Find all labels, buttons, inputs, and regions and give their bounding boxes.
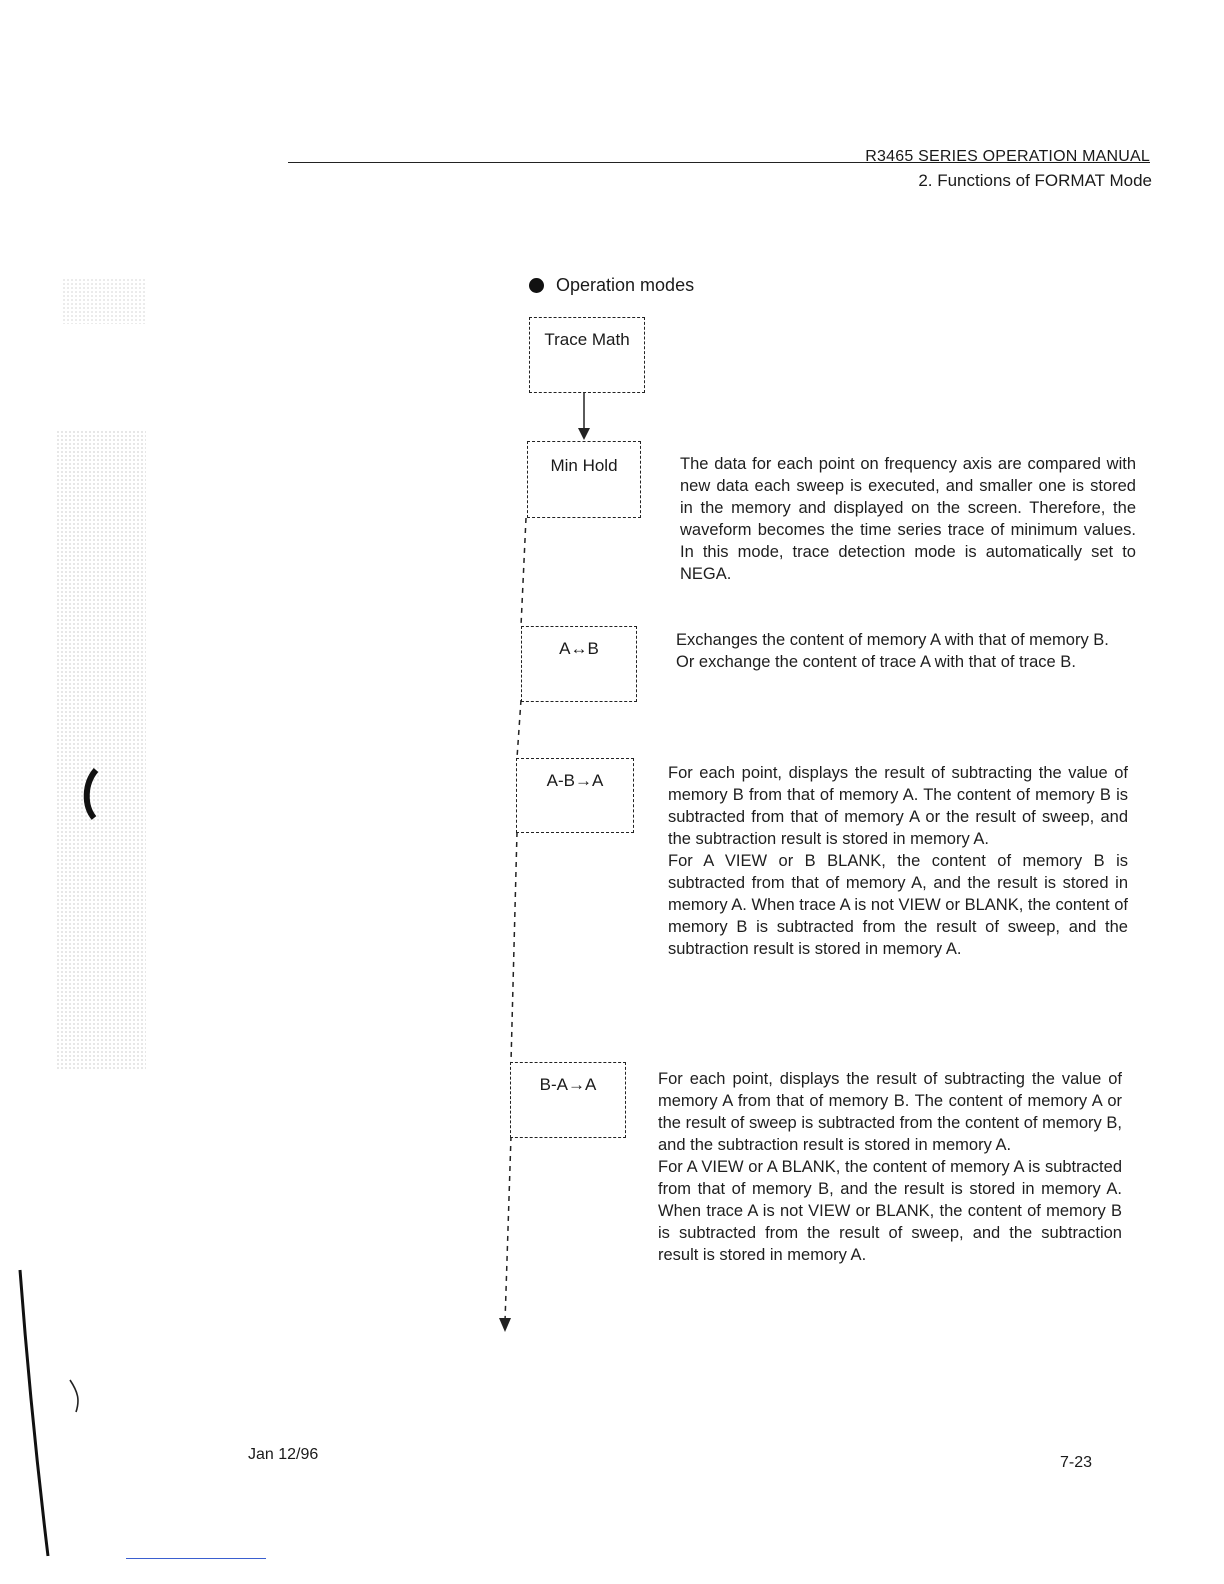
mode-box-a-minus-b	[516, 758, 634, 833]
description-paragraph: Or exchange the content of trace A with that of trace B.	[676, 653, 1076, 671]
mode-label: A-B→A	[546, 771, 604, 790]
description-a-minus-b	[668, 762, 1128, 960]
scan-punch-mark	[87, 770, 96, 818]
description-paragraph: Exchanges the content of memory A with that of memory B.	[676, 631, 1109, 649]
description-paragraph: For each point, displays the result of subtracting the value of memory A from that of memory B. The content of memory A or the result of sweep is subtracted from the content of memory B, and the subtraction result is stored in memory A.	[658, 1070, 1122, 1154]
flow-down-arrow-icon	[499, 1318, 511, 1332]
flow-trunk-segment-2	[517, 700, 521, 758]
description-b-minus-a	[658, 1068, 1122, 1266]
flow-arrow-head-icon	[578, 428, 590, 440]
mode-box-min-hold	[527, 441, 641, 518]
description-min-hold	[680, 453, 1136, 585]
mode-label: A↔B	[559, 639, 599, 658]
mode-label: Min Hold	[550, 456, 618, 475]
flow-trunk-segment-1	[521, 518, 526, 626]
flow-trunk-segment-4	[505, 1136, 511, 1322]
scan-smudge	[70, 1380, 78, 1412]
mode-box-trace-math	[529, 317, 645, 393]
manual-title: R3465 SERIES OPERATION MANUAL	[865, 148, 1150, 165]
mode-label: B-A→A	[539, 1075, 597, 1094]
bottom-edge-line	[126, 1558, 266, 1559]
description-paragraph: For A VIEW or B BLANK, the content of memory B is subtracted from that of memory A, and the result is stored in memory A. When trace A is not VIEW or BLANK, the content of memory B is subtracted from the result of sweep, and the subtraction result is stored in memory A.	[668, 852, 1128, 958]
description-paragraph: For A VIEW or A BLANK, the content of memory A is subtracted from that of memory B, and the result is stored in memory A. When trace A is not VIEW or BLANK, the content of memory B is subtracted from the result of sweep, and the subtraction result is stored in memory A.	[658, 1158, 1122, 1264]
page-number: 7-23	[1060, 1454, 1093, 1471]
description-paragraph: The data for each point on frequency axis are compared with new data each sweep is executed, and smaller one is stored in the memory and displayed on the screen. Therefore, the waveform becomes the time series trace of minimum values. In this mode, trace detection mode is automatically set to NEGA.	[680, 455, 1136, 583]
flow-trunk-segment-3	[511, 832, 517, 1062]
scan-edge-mark	[20, 1270, 48, 1556]
description-paragraph: For each point, displays the result of subtracting the value of memory B from that of memory A. The content of memory B is subtracted from that of memory A or the result of sweep, and the subtraction result is stored in memory A.	[668, 764, 1128, 848]
footer-date: Jan 12/96	[248, 1446, 319, 1463]
chapter-subtitle: 2. Functions of FORMAT Mode	[918, 171, 1152, 190]
description-a-swap-b	[676, 629, 1132, 673]
mode-label: Trace Math	[544, 330, 630, 349]
section-heading-text: Operation modes	[556, 275, 695, 295]
mode-box-a-swap-b	[521, 626, 637, 702]
mode-box-b-minus-a	[510, 1062, 626, 1138]
